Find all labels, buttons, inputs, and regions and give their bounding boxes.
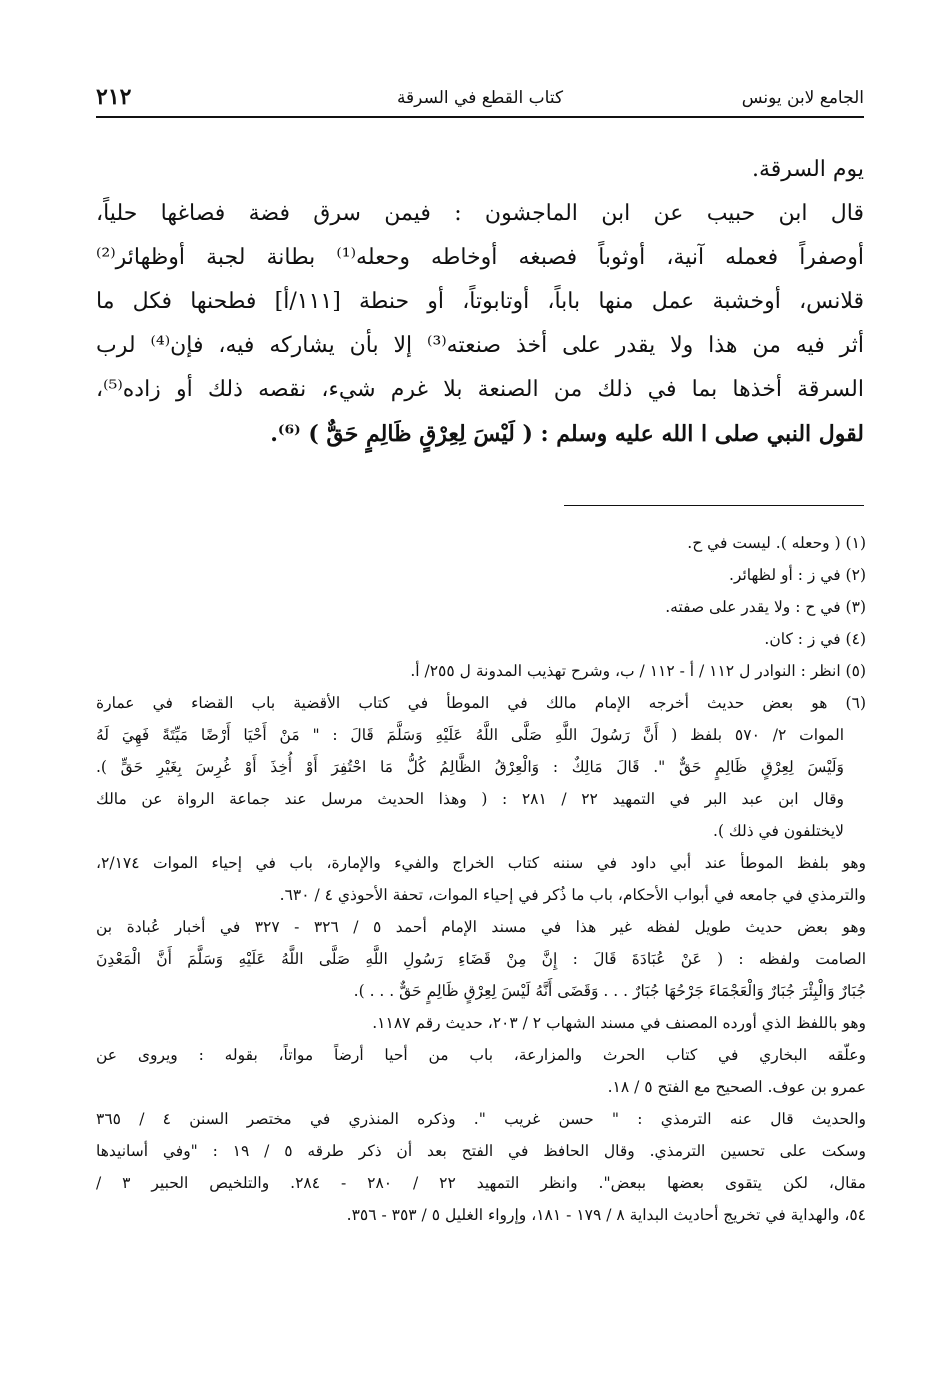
footnote-line: (٢) في ز : أو لظهائر. — [729, 566, 866, 584]
running-header — [96, 84, 864, 118]
main-text-line: يوم السرقة. — [752, 157, 864, 182]
footnote-line: (٥) انظر : النوادر ل ١١٢ / أ - ١١٢ / ب، وشرح تهذيب المدونة ل ٢٥٥/ أ. — [410, 662, 866, 680]
footnote-line: (٦) هو بعض حديث أخرجه الإمام مالك في الموطأ في كتاب الأقضية باب القضاء في عمارة — [96, 694, 866, 712]
main-text — [96, 148, 864, 456]
page-number: ٢١٢ — [96, 84, 132, 110]
main-text-line: السرقة أخذها بما في ذلك من الصنعة بلا غرم شيء، نقصه ذلك أو زاده⁽⁵⁾، — [96, 377, 864, 402]
footnote-line: الموات ٢/ ٥٧٠ بلفظ ( أَنَّ رَسُولَ اللَّهِ صَلَّى اللَّهُ عَلَيْهِ وَسَلَّمَ قَالَ : " مَنْ أَحْيَا أَرْضًا مَيِّتَةً فَهِيَ لَهُ — [96, 726, 844, 744]
main-text-line: لقول النبي صلى ا الله عليه وسلم : ( لَيْسَ لِعِرْقٍ ظَالِمٍ حَقٌّ ) ⁽⁶⁾. — [270, 421, 864, 447]
footnote-line: عمرو بن عوف. الصحيح مع الفتح ٥ / ١٨. — [607, 1078, 866, 1096]
footnote-line: مقال، لكن يتقوى بعضها ببعض". وانظر التمهيد ٢٢ / ٢٨٠ - ٢٨٤. والتلخيص الحبير ٣ / — [96, 1174, 866, 1192]
main-text-line: قال ابن حبيب عن ابن الماجشون : فيمن سرق فضة فصاغها حلياً، — [96, 201, 864, 226]
main-text-line: أوصفراً فعمله آنية، أوثوباً فصبغه أوخاطه وحعله⁽¹⁾ بطانة لجبة أوظهائر⁽²⁾ — [96, 245, 864, 270]
footnote-line: (١) ( وحعله ). ليست في ح. — [687, 534, 866, 552]
footnote-line: (٤) في ز : كان. — [764, 630, 866, 648]
main-text-line: أثر فيه من هذا ولا يقدر على أخذ صنعته⁽³⁾ إلا بأن يشاركه فيه، فإن⁽⁴⁾ لرب — [96, 333, 864, 358]
main-text-line: قلانس، أوخشبة عمل منها باباً، أوتابوتاً، أو حنطة [١١١/أ] فطحنها فكل ما — [96, 289, 864, 314]
footnote-line: والترمذي في جامعه في أبواب الأحكام، باب ما ذُكر في إحياء الموات، تحفة الأحوذي ٤ / ٦٣٠. — [279, 886, 866, 904]
footnote-line: وهو باللفظ الذي أورده المصنف في مسند الشهاب ٢ / ٢٠٣، حديث رقم ١١٨٧. — [372, 1014, 866, 1032]
footnote-line: وقال ابن عبد البر في التمهيد ٢٢ / ٢٨١ : ( وهذا الحديث مرسل عند جماعة الرواة عن مالك — [96, 790, 844, 808]
footnote-line: (٣) في ح : ولا يقدر على صفته. — [665, 598, 866, 616]
footnote-line: الصامت ولفظه : ( عَنْ عُبَادَةَ قَالَ : إِنَّ مِنْ قَضَاءِ رَسُولِ اللَّهِ صَلَّى اللَّهُ عَلَيْهِ وَسَلَّمَ أَنَّ الْمَعْدِنَ — [96, 950, 866, 968]
footnote-line: والحديث قال عنه الترمذي : " حسن غريب ". وذكره المنذري في مختصر السنن ٤ / ٣٦٥ — [96, 1110, 866, 1128]
footnote-line: جُبَارٌ وَالْبِئْرَ جُبَارٌ وَالْعَجْمَاءَ جَرْحُهَا جُبَارٌ . . . وَقَضَى أَنَّهُ لَيْسَ لِعِرْقٍ ظَالِمٍ حَقٌّ . . . ). — [353, 982, 866, 1000]
footnote-line: وهو بلفظ الموطأ عند أبي داود في سننه كتاب الخراج والفيء والإمارة، باب في إحياء الموات ٢/١٧٤، — [96, 854, 866, 872]
footnote-line: ٥٤، والهداية في تخريج أحاديث البداية ٨ / ١٧٩ - ١٨١، وإرواء الغليل ٥ / ٣٥٣ - ٣٥٦. — [346, 1206, 866, 1224]
book-title: الجامع لابن يونس — [741, 88, 864, 108]
chapter-title: كتاب القطع في السرقة — [396, 88, 564, 108]
footnotes — [96, 527, 866, 1231]
footnote-line: وهو بعض حديث طويل لفظه غير هذا في مسند الإمام أحمد ٥ / ٣٢٦ - ٣٢٧ في أخبار عُبادة بن — [96, 918, 866, 936]
footnote-separator — [564, 505, 864, 506]
footnote-line: لايختلفون في ذلك ). — [713, 822, 844, 840]
footnote-line: وسكت على تحسين الترمذي. وقال الحافظ في الفتح بعد أن ذكر طرقه ٥ / ١٩ : "وفي أسانيدها — [96, 1142, 866, 1160]
footnote-line: وعلّقه البخاري في كتاب الحرث والمزارعة، باب من أحيا أرضاً مواتاً، بقوله : ويروى عن — [96, 1046, 866, 1064]
footnote-line: وَلَيْسَ لِعِرْقٍ ظَالِمٍ حَقٌّ ". قَالَ مَالِكٌ : وَالْعِرْقُ الظَّالِمُ كُلُّ مَا احْتُفِرَ أَوْ أُخِذَ أَوْ غُرِسَ بِغَيْرِ حَقٍّ ). — [96, 758, 844, 776]
